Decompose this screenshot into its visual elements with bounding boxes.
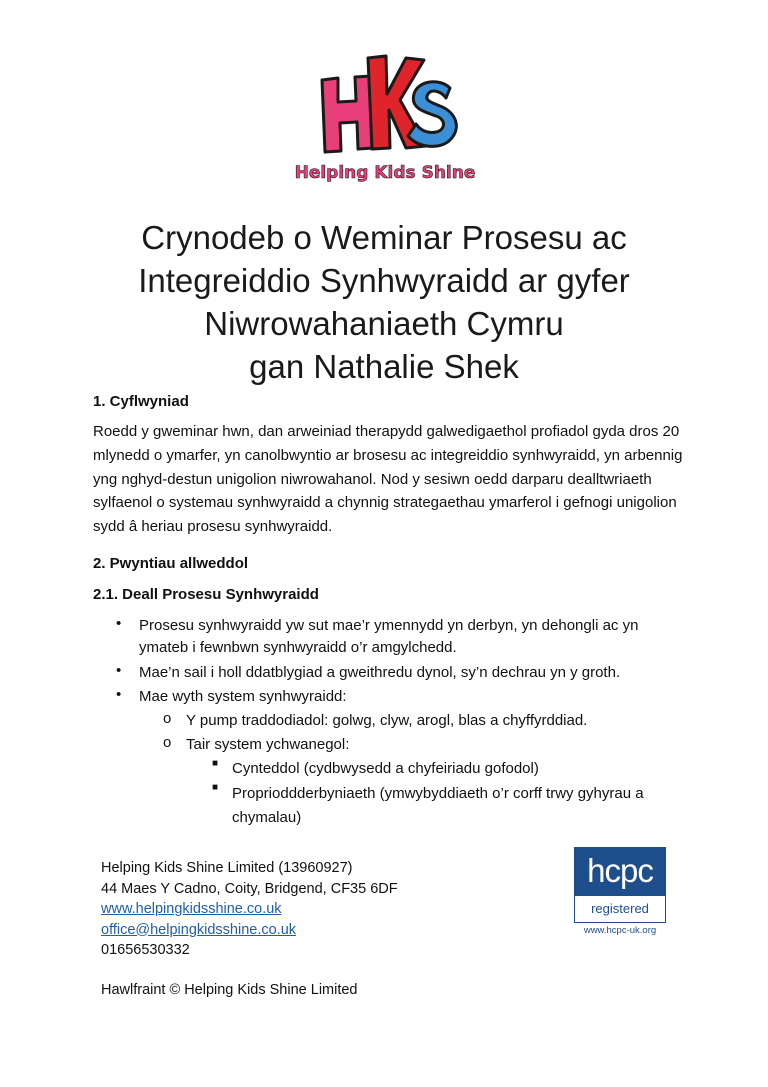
company-address: 44 Maes Y Cadno, Coity, Bridgend, CF35 6DF [101,880,398,897]
hcpc-registered-logo [574,847,666,939]
copyright-text: Hawlfraint © Helping Kids Shine Limited [101,982,358,998]
website-link[interactable]: www.helpingkidsshine.co.uk [101,901,282,917]
title-line-3: Niwrowahaniaeth Cymru [204,305,564,342]
sub-list-item: Y pump traddodiadol: golwg, clyw, arogl, blas a chyffyrddiad. [186,712,588,729]
company-phone: 01656530332 [101,942,190,958]
hcpc-url: www.hcpc-uk.org [583,925,657,936]
list-item: Mae’n sail i holl ddatblygiad a gweithredu dynol, sy’n dechrau yn y groth. [139,664,621,681]
title-line-1: Crynodeb o Weminar Prosesu ac [141,219,627,256]
bullet-dot: • [116,686,122,703]
company-info [101,858,398,961]
hcpc-registered-label: registered [591,901,649,916]
bullet-square: ■ [212,758,219,769]
logo-tagline: Helping Kids Shine [294,163,476,183]
bullet-dot: • [116,615,122,632]
company-name: Helping Kids Shine Limited (13960927) [101,860,353,876]
document-title [60,216,708,388]
title-line-4: gan Nathalie Shek [249,348,519,385]
section-1-heading: 1. Cyflwyniad [93,393,189,410]
sub-list-item: Tair system ychwanegol: [186,736,350,753]
subsub-list-item: Cynteddol (cydbwysedd a chyfeiriadu gofodol) [232,760,539,777]
subsub-list-item: Proprioddderbyniaeth (ymwybyddiaeth o’r corff trwy gyhyrau a chymalau) [232,785,644,826]
bullet-circle: o [163,710,172,727]
title-line-2: Integreiddio Synhwyraidd ar gyfer [138,262,630,299]
section-1-paragraph: Roedd y gweminar hwn, dan arweiniad therapydd galwedigaethol profiadol gyda dros 20 mlynedd o ymarfer, yn canolbwyntio ar brosesu ac integreiddio synhwyraidd, yn arbennig yng nghyd-destun unigolion niwrowahanol. Nod y sesiwn oedd darparu dealltwriaeth sylfaenol o systemau synhwyraidd a chynnig strategaethau ymarferol i gefnogi unigolion sydd â heriau prosesu synhwyraidd. [93,423,683,536]
bullet-dot: • [116,662,122,679]
section-2-1-heading: 2.1. Deall Prosesu Synhwyraidd [93,586,319,603]
list-item: Mae wyth system synhwyraidd: [139,688,347,705]
hks-logo [290,50,480,190]
bullet-square: ■ [212,782,219,793]
bullet-circle: o [163,734,172,751]
section-2-heading: 2. Pwyntiau allweddol [93,555,249,572]
hcpc-wordmark: hcpc [575,848,665,896]
email-link[interactable]: office@helpingkidsshine.co.uk [101,921,297,938]
list-item: Prosesu synhwyraidd yw sut mae’r ymennydd yn derbyn, yn dehongli ac yn ymateb i fewnbwn synhwyraidd o’r amgylchedd. [139,617,639,656]
